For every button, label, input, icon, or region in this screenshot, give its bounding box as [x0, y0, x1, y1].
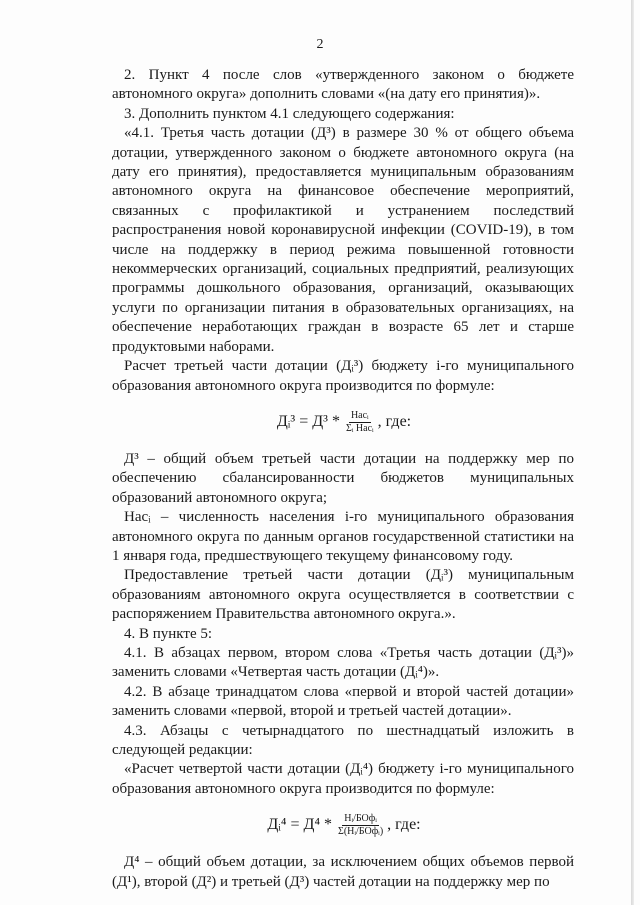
paragraph-provision: Предоставление третьей части дотации (Дᵢ³) муниципальным образованиям автономного округа осуществляется в соответствии с распоряжением Правительства автономного округа.». [112, 567, 574, 623]
page-edge-shadow [631, 0, 634, 905]
page-number: 2 [316, 37, 324, 52]
paragraph-def-d3: Д³ – общий объем третьей части дотации на поддержку мер по обеспечению сбалансированности бюджетов муниципальных образований автономного округа; [112, 450, 574, 506]
formula-denominator: Σ(Hᵢ/БОфᵢ) [338, 826, 384, 838]
document-body [112, 66, 574, 892]
paragraph-item-2: 2. Пункт 4 после слов «утвержденного законом о бюджете автономного округа» дополнить словами «(на дату его принятия)». [112, 67, 574, 103]
formula-third-part [112, 410, 574, 435]
paragraph-calc-fourth: «Расчет четвертой части дотации (Дᵢ⁴) бюджету i-го муниципального образования автономного округа производится по формуле: [112, 761, 574, 797]
formula-lhs: Дᵢ⁴ = Д⁴ * [267, 816, 333, 834]
paragraph-item-4-3: 4.3. Абзацы с четырнадцатого по шестнадцатый изложить в следующей редакции: [112, 722, 574, 758]
formula-fourth-part [112, 813, 574, 838]
paragraph-item-4-2: 4.2. В абзаце тринадцатом слова «первой и второй частей дотации» заменить словами «первой, второй и третьей частей дотации». [112, 683, 574, 720]
paragraph-clause-4-1: «4.1. Третья часть дотации (Д³) в размере 30 % от общего объема дотации, утвержденного законом о бюджете автономного округа (на дату его принятия), предоставляется муниципальным образованиям автономного округа на финансовое обеспечение мероприятий, связанных с профилактикой и устранением последствий распространения новой коронавирусной инфекции (COVID-19), в том числе на поддержку в период режима повышенной готовности некоммерческих организаций, социальных предприятий, реализующих программы дошкольного образования, организаций, оказывающих услуги по организации питания в образовательных организациях, на обеспечение неработающих граждан в возрасте 65 лет и старше продуктовыми наборами. [112, 125, 574, 355]
formula-numerator: Насᵢ [350, 409, 369, 421]
formula-lhs: Дᵢ³ = Д³ * [276, 413, 340, 431]
paragraph-calc-third: Расчет третьей части дотации (Дᵢ³) бюджету i-го муниципального образования автономного округа производится по формуле: [112, 358, 574, 394]
formula-denominator: Σᵢ Насᵢ [345, 422, 374, 434]
formula-fraction [336, 813, 385, 838]
paragraph-item-3: 3. Дополнить пунктом 4.1 следующего содержания: [124, 105, 455, 122]
formula-tail: , где: [377, 413, 412, 431]
paragraph-item-4: 4. В пункте 5: [124, 625, 213, 642]
paragraph-def-d4: Д⁴ – общий объем дотации, за исключением общих объемов первой (Д¹), второй (Д²) и третьей (Д³) частей дотации на поддержку мер по [112, 854, 574, 890]
paragraph-item-4-1: 4.1. В абзацах первом, втором слова «Третья часть дотации (Дᵢ³)» заменить словами «Четвертая часть дотации (Дᵢ⁴)». [112, 644, 574, 681]
formula-fraction [344, 410, 376, 435]
formula-tail: , где: [387, 816, 421, 834]
formula-numerator: Hᵢ/БОфᵢ [344, 813, 377, 825]
paragraph-def-nas: Насᵢ – численность населения i-го муниципального образования автономного округа по данным органов государственной статистики на 1 января года, предшествующего текущему финансовому году. [112, 509, 574, 564]
